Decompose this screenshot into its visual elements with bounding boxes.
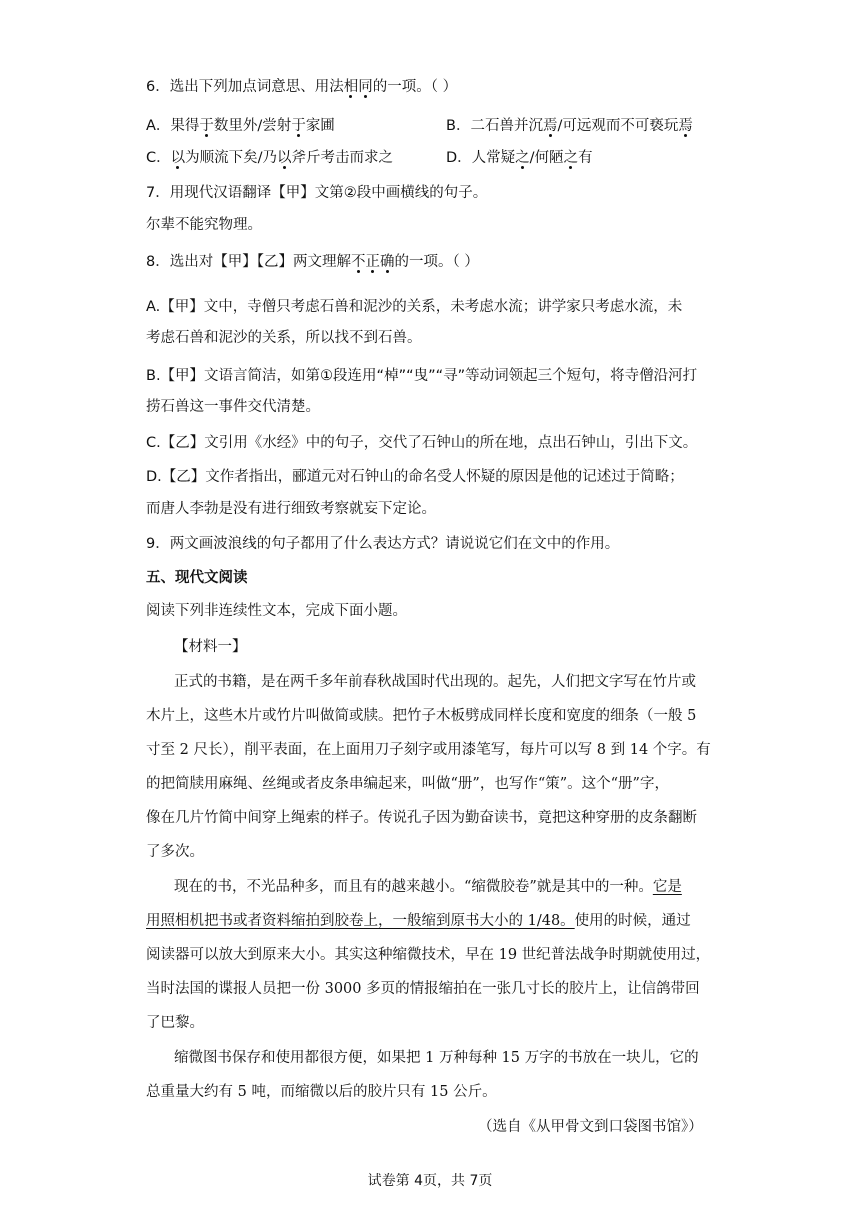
q6-option-b [446,116,693,136]
underlined-sentence: 它是 [652,879,682,895]
option-text: 家圃 [305,118,335,134]
material-p2-line [174,877,682,897]
option-text: /何陋 [529,150,564,166]
material-label: 【材料一】 [174,639,247,655]
option-text: 数里外/尝射 [213,118,292,134]
q8-option-b-line2: 捞石兽这一事件交代清楚。 [146,399,320,415]
dotted-char: 正 [365,254,380,270]
q6-stem-dotted-char: 相 [343,79,359,95]
q6-stem-text: 6．选出下列加点词意思、用法 [146,79,344,95]
material-p1-line: 正式的书籍，是在两千多年前春秋战国时代出现的。起先，人们把文字写在竹片或 [174,674,696,690]
q8-option-d-line2: 而唐人李勃是没有进行细致考察就妄下定论。 [146,501,436,517]
option-text: A．果得 [146,118,200,134]
q6-option-d [446,148,593,168]
option-text: D．人常疑 [446,150,516,166]
p2-text: 现在的书，不光品种多，而且有的越来越小。“缩微胶卷”就是其中的一种。 [174,879,653,895]
q7-sentence: 尔辈不能究物理。 [146,217,262,233]
material-p3-line: 缩微图书保存和使用都很方便，如果把 1 万种每种 15 万字的书放在一块儿，它的 [174,1050,699,1066]
q8-stem-text: 的一项。（ ） [394,254,479,270]
option-text: C． [146,150,171,166]
option-text: 有 [578,150,593,166]
dotted-char: 焉 [542,118,558,134]
option-text: B．二石兽并沉 [446,118,543,134]
material-p3-line: 总重量大约有 5 吨，而缩微以后的胶片只有 15 公斤。 [146,1084,497,1100]
q8-option-a-line1: A.【甲】文中，寺僧只考虑石兽和泥沙的关系，未考虑水流；讲学家只考虑水流，未 [146,299,683,315]
material-p1-line: 了多次。 [146,844,204,860]
page-footer: 试卷第 4页，共 7页 [367,1173,493,1189]
material-source: （选自《从甲骨文到口袋图书馆》） [478,1119,703,1135]
q8-option-a-line2: 考虑石兽和泥沙的关系，所以找不到石兽。 [146,330,422,346]
material-p1-line: 寸至 2 尺长），削平表面，在上面用刀子刻字或用漆笔写，每片可以写 8 到 14 个字。有 [146,742,711,758]
material-p2-line [146,911,691,931]
material-p1-line: 像在几片竹简中间穿上绳索的样子。传说孔子因为勤奋读书，竟把这种穿册的皮条翻断 [146,810,697,826]
underlined-sentence: 用照相机把书或者资料缩拍到胶卷上，一般缩到原书大小的 1/48。 [146,913,575,929]
q6-option-a [146,116,335,136]
q6-stem-dotted-char: 同 [358,79,373,95]
material-p2-line: 了巴黎。 [146,1015,204,1031]
q8-option-d-line1: D.【乙】文作者指出，郦道元对石钟山的命名受人怀疑的原因是他的记述过于简略； [146,469,684,485]
option-text: 斧斤考击而求之 [291,150,394,166]
material-p2-line: 阅读器可以放大到原来大小。其实这种缩微技术，早在 19 世纪普法战争时期就使用过， [146,947,711,963]
q6-option-c [146,148,393,168]
p2-text: 使用的时候，通过 [574,913,691,929]
q8-option-c-line1: C.【乙】文引用《水经》中的句子，交代了石钟山的所在地，点出石钟山，引出下文。 [146,435,698,451]
option-text: 为顺流下矣/乃 [185,150,278,166]
q9-stem: 9．两文画波浪线的句子都用了什么表达方式？请说说它们在文中的作用。 [146,536,620,552]
dotted-char: 于 [291,118,306,134]
dotted-char: 以 [277,150,292,166]
q6-stem-text: 的一项。（ ） [372,79,458,95]
material-p2-line: 当时法国的谍报人员把一份 3000 多页的情报缩拍在一张几寸长的胶片上，让信鸽带回 [146,981,700,997]
q6-stem [146,77,457,97]
dotted-char: 于 [199,118,214,134]
dotted-char: 不 [350,254,366,270]
dotted-char: 确 [379,254,395,270]
material-p1-line: 木片上，这些木片或竹片叫做简或牍。把竹子木板劈成同样长度和宽度的细条（一般 5 [146,708,697,724]
dotted-char: 之 [563,150,579,166]
dotted-char: 以 [170,150,186,166]
section-instruction: 阅读下列非连续性文本，完成下面小题。 [146,603,407,619]
option-text: /可远观而不可亵玩 [557,118,679,134]
q8-option-b-line1: B.【甲】文语言简洁，如第①段连用“棹”“曳”“寻”等动词领起三个短句，将寺僧沿河打 [146,368,698,384]
material-p1-line: 的把简牍用麻绳、丝绳或者皮条串编起来，叫做“册”，也写作“策”。这个“册”字， [146,776,669,792]
dotted-char: 焉 [678,118,693,134]
q8-stem-text: 8．选出对【甲】【乙】两文理解 [146,254,351,270]
section-heading: 五、现代文阅读 [146,570,248,586]
dotted-char: 之 [515,150,530,166]
q7-stem: 7．用现代汉语翻译【甲】文第②段中画横线的句子。 [146,185,488,201]
q8-stem [146,252,479,272]
